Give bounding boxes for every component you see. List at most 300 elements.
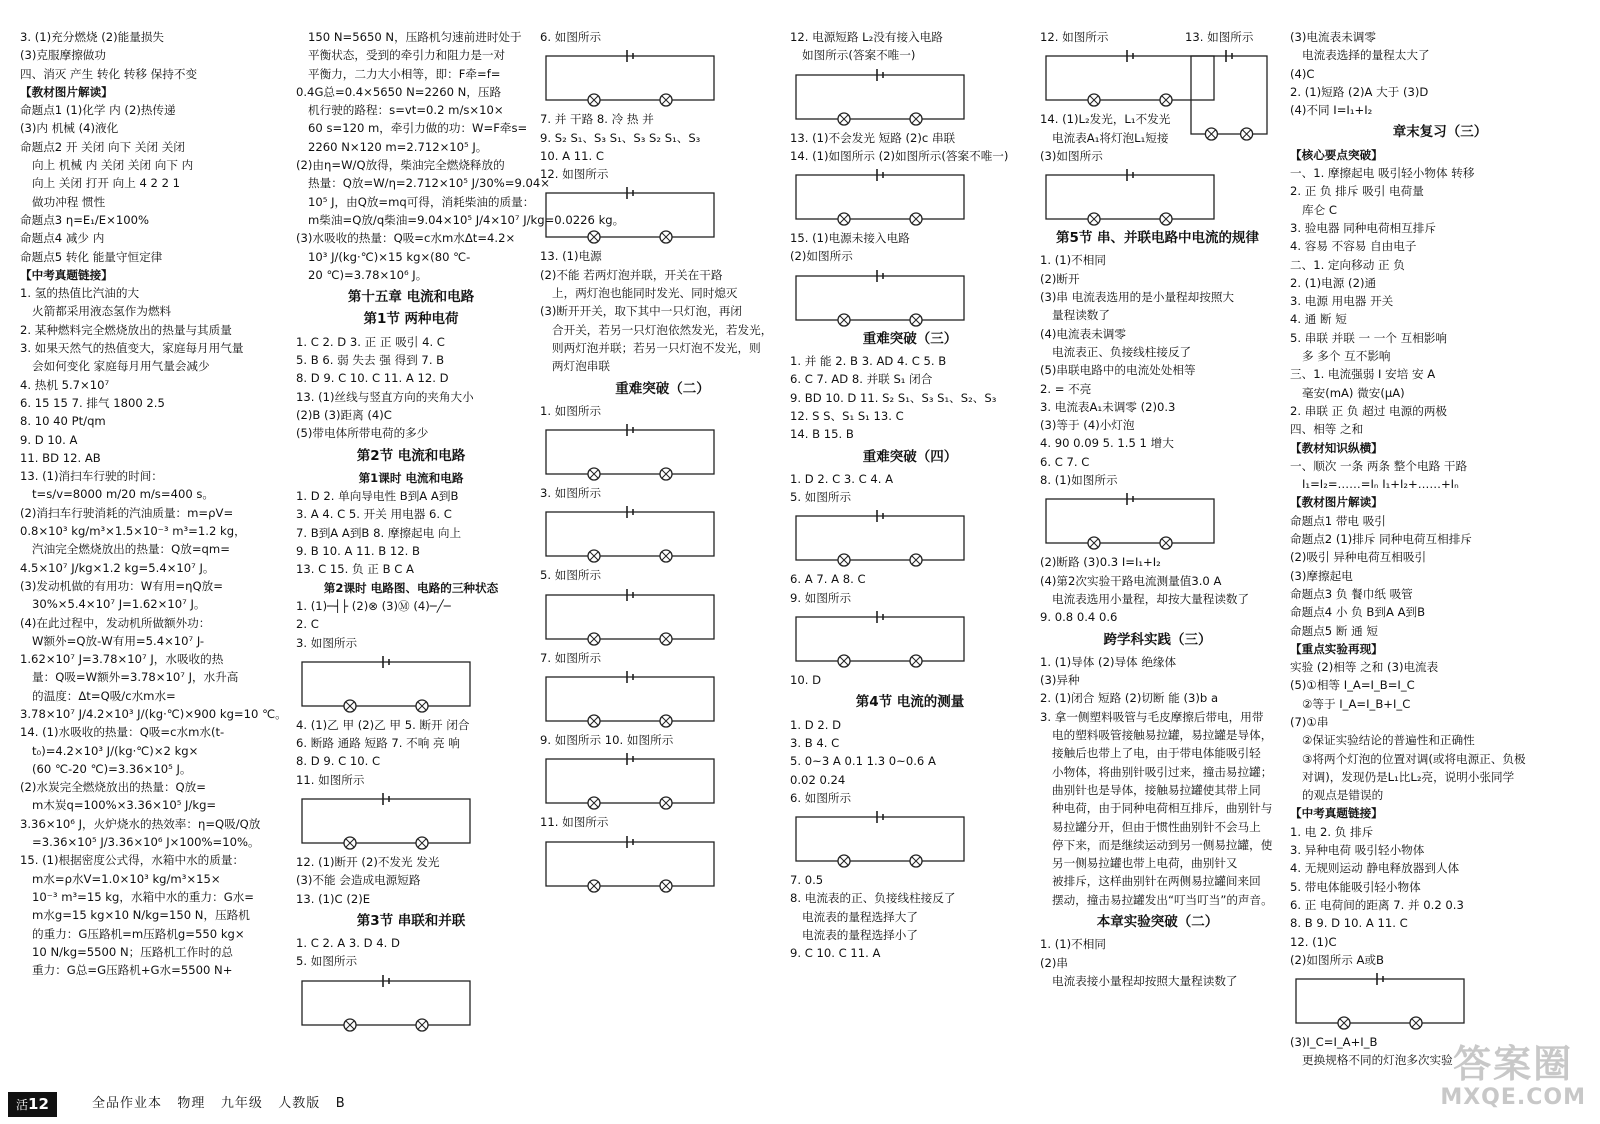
book-variant: B: [335, 1096, 346, 1111]
answer-line: (4)第2次实验干路电流测量值3.0 A: [1040, 573, 1222, 588]
answer-line: 6. 如图所示: [790, 790, 852, 805]
circuit-diagram: [296, 656, 476, 712]
circuit-diagram: [790, 811, 970, 867]
answer-line: 14. (1)水吸收的热量：Q吸=c水m水(t-: [20, 725, 225, 740]
answer-line: 电流表的量程选择小了: [802, 928, 918, 943]
circuit-wire: [302, 662, 470, 706]
answer-line: 20 ℃)=3.78×10⁶ J。: [308, 267, 428, 282]
answer-line: 做功冲程 惯性: [32, 194, 106, 209]
figure: [540, 50, 785, 106]
book-info: [92, 1092, 346, 1116]
answer-line: (5)①相等 I_A=I_B=I_C: [1290, 678, 1415, 693]
answer-line: 8. 10 40 Pt/qm: [20, 414, 106, 429]
answer-line: 电流表A₁将灯泡L₁短接: [1052, 130, 1169, 145]
answer-line: 3. 电源 用电器 开关: [1290, 294, 1394, 309]
answer-line: (3)摩擦起电: [1290, 568, 1353, 583]
answer-line: 1.62×10⁷ J=3.78×10⁷ J，水吸收的热: [20, 652, 224, 667]
answer-line: 2. (1)电源 (2)通: [1290, 275, 1377, 290]
answer-line: 8. 电流表的正、负接线柱接反了: [790, 891, 956, 906]
circuit-wire: [546, 430, 714, 474]
answer-line: 11. BD 12. AB: [20, 450, 101, 465]
answer-line: 库仑 C: [1302, 202, 1337, 217]
answer-line: 重力：G总=G压路机+G水=5500 N+: [32, 963, 233, 978]
answer-line: 1. D 2. C 3. C 4. A: [790, 471, 894, 486]
answer-line: 易拉罐分开，但由于惯性曲别针不会马上: [1052, 819, 1261, 834]
answer-line: (2)串: [1040, 955, 1069, 970]
answer-line: 向上 关闭 打开 向上 4 2 2 1: [32, 176, 181, 191]
answer-line: 3. B 4. C: [790, 735, 840, 750]
page-number-prefix: 活: [16, 1098, 29, 1112]
answer-line: 4. 容易 不容易 自由电子: [1290, 239, 1417, 254]
answer-line: 2. (1)短路 (2)A 大于 (3)D: [1290, 84, 1429, 99]
answer-line: (3)克服摩擦做功: [20, 48, 106, 63]
circuit-diagram: [1040, 493, 1220, 549]
answer-line: 12. 电源短路 L₂没有接入电路: [790, 30, 943, 44]
circuit-wire: [546, 677, 714, 721]
answer-line: 的温度：Δt=Q吸/c水m水=: [32, 688, 176, 703]
figure: [540, 671, 785, 727]
circuit-diagram: [540, 424, 720, 480]
answer-line: 命题点3 η=E₁/E×100%: [20, 212, 149, 227]
answer-line: 停下来，而是继续运动到另一侧易拉罐，使: [1052, 837, 1273, 852]
answer-line: 电的塑料吸管接触易拉罐，易拉罐是导体，: [1052, 728, 1273, 743]
circuit-wire: [546, 193, 714, 237]
answer-line: (2)由η=W/Q放得，柴油完全燃烧释放的: [296, 158, 505, 173]
answer-line: 合开关，若另一只灯泡依然发光，若发光，: [552, 322, 773, 337]
answer-line: 13. (1)电源: [540, 249, 602, 264]
answer-line: 3. 如图所示: [296, 635, 358, 650]
answer-line: 7. 0.5: [790, 873, 824, 888]
answer-line: 一、1. 摩擦起电 吸引轻小物体 转移: [1290, 166, 1475, 181]
answer-line: 机行驶的路程：s=vt=0.2 m/s×10×: [308, 103, 504, 118]
circuit-wire: [796, 617, 964, 661]
answer-line: (4)C: [1290, 66, 1315, 81]
answer-line: 第3节 串联和并联: [356, 912, 466, 929]
answer-line: (5)带电体所带电荷的多少: [296, 426, 429, 441]
answer-line: 一、顺次 一条 两条 整个电路 干路: [1290, 458, 1468, 473]
circuit-diagram: [296, 793, 476, 849]
answer-line: 30%×5.4×10⁷ J=1.62×10⁷ J。: [32, 597, 206, 612]
answer-line: 【教材图片解读】: [20, 84, 113, 99]
figure: [790, 169, 1030, 225]
answer-line: 量程读数了: [1052, 308, 1110, 323]
answer-line: (3)发动机做的有用功：W有用=ηQ放=: [20, 578, 223, 593]
answer-line: 第1课时 电流和电路: [358, 470, 464, 485]
figure: [790, 270, 1030, 326]
answer-line: 5. 如图所示: [296, 954, 358, 969]
answer-line: (4)电流表未调零: [1040, 326, 1126, 341]
answer-line: 1. D 2. D: [790, 717, 842, 732]
answer-line: 二、1. 定向移动 正 负: [1290, 257, 1405, 272]
figure: [540, 187, 785, 243]
watermark: [1440, 1042, 1586, 1110]
answer-line: 命题点3 负 餐巾纸 吸管: [1290, 586, 1413, 601]
answer-line: 的重力：G压路机=m压路机g=550 kg×: [32, 926, 245, 941]
answer-line: 10⁵ J，由Q放=mq可得，消耗柴油的质量：: [308, 194, 535, 209]
answer-line: 2. = 不亮: [1040, 381, 1092, 396]
answer-line: 四、消灭 产生 转化 转移 保持不变: [20, 66, 198, 81]
circuit-diagram: [790, 270, 970, 326]
answer-line: 9. 如图所示: [790, 590, 852, 605]
circuit-diagram: [540, 753, 720, 809]
circuit-diagram: [1185, 50, 1273, 140]
answer-line: 6. C 7. C: [1040, 454, 1090, 469]
figure: [790, 611, 1030, 667]
answer-line: 2. (1)闭合 短路 (2)切断 能 (3)b a: [1040, 691, 1219, 706]
answer-line: 5. B 6. 弱 失去 强 得到 7. B: [296, 353, 445, 368]
answer-line: 1. (1)导体 (2)导体 绝缘体: [1040, 654, 1177, 669]
answer-line: 第2课时 电路图、电路的三种状态: [323, 580, 499, 595]
answer-line: 11. 如图所示: [296, 772, 365, 787]
answer-line: 4. 无规则运动 静电释放器到人体: [1290, 861, 1460, 876]
answer-line: 4. (1)乙 甲 (2)乙 甲 5. 断开 闭合: [296, 717, 470, 732]
answer-line: 【中考真题链接】: [20, 267, 113, 282]
circuit-wire: [1296, 979, 1464, 1023]
answer-line: 热量：Q放=W/η=2.712×10⁵ J/30%=9.04×: [308, 176, 550, 191]
figure: [1040, 493, 1275, 549]
circuit-wire: [796, 75, 964, 119]
answer-line: (2)吸引 异种电荷互相吸引: [1290, 550, 1427, 565]
answer-line: 12. 如图所示: [540, 167, 609, 182]
answer-line: 3. (1)充分燃烧 (2)能量损失: [20, 30, 165, 44]
answer-line: (3)内 机械 (4)液化: [20, 121, 119, 136]
circuit-diagram: [540, 836, 720, 892]
answer-line: 1. C 2. D 3. 正 正 吸引 4. C: [296, 334, 445, 349]
answer-line: m木炭q=100%×3.36×10⁵ J/kg=: [32, 798, 217, 813]
answer-line: 重难突破（二）: [615, 380, 710, 397]
circuit-wire: [1191, 56, 1267, 134]
answer-line: 4. 通 断 短: [1290, 312, 1347, 327]
circuit-diagram: [540, 187, 720, 243]
answer-line: 12. 如图所示: [1040, 30, 1109, 44]
answer-line: 9. B 10. A 11. B 12. B: [296, 544, 420, 559]
answer-line: 9. D 10. A: [20, 432, 78, 447]
circuit-wire: [546, 595, 714, 639]
answer-line: 3. 验电器 同种电荷相互排斥: [1290, 220, 1436, 235]
answer-line: 7. 如图所示: [540, 650, 602, 665]
answer-line: 1. (1)─┤├ (2)⊗ (3)Ⓜ (4)─╱─: [296, 598, 451, 613]
answer-column-6: [1290, 28, 1590, 1088]
answer-line: (2)B (3)距离 (4)C: [296, 407, 392, 422]
answer-line: 实验 (2)相等 之和 (3)电流表: [1290, 660, 1439, 675]
answer-line: 2. C: [296, 617, 319, 632]
answer-line: 重难突破（四）: [862, 448, 958, 465]
answer-line: 【重点实验再现】: [1290, 641, 1383, 656]
answer-line: 12. (1)C: [1290, 934, 1337, 949]
answer-line: ③将两个灯泡的位置对调(或将电源正、负极: [1302, 751, 1526, 766]
answer-line: 电流表选择的量程太大了: [1302, 48, 1430, 63]
answer-line: 向上 机械 内 关闭 关闭 向下 内: [32, 158, 194, 173]
answer-line: (2)断路 (3)0.3 I=I₁+I₂: [1040, 555, 1161, 570]
answer-line: 0.4G总=0.4×5650 N=2260 N，压路: [296, 84, 502, 99]
figure: [1185, 50, 1285, 140]
figure: [296, 656, 526, 712]
answer-line: 【中考真题链接】: [1290, 806, 1383, 821]
circuit-diagram: [790, 510, 970, 566]
answer-line: (7)①串: [1290, 714, 1329, 729]
answer-line: 1. 并 能 2. B 3. AD 4. C 5. B: [790, 354, 947, 369]
answer-line: (3)等于 (4)小灯泡: [1040, 418, 1135, 433]
answer-line: 3. 异种电荷 吸引轻小物体: [1290, 843, 1425, 858]
answer-line: t=s/v=8000 m/20 m/s=400 s。: [32, 487, 215, 502]
answer-line: (2)如图所示 A或B: [1290, 952, 1384, 967]
answer-line: t₀)=4.2×10³ J/(kg·℃)×2 kg×: [32, 743, 199, 758]
page-footer: [0, 1092, 520, 1116]
answer-line: W额外=Q放-W有用=5.4×10⁷ J-: [32, 633, 205, 648]
answer-line: 11. 如图所示: [540, 815, 609, 830]
answer-line: (2)如图所示: [790, 249, 853, 264]
answer-line: 4. 热机 5.7×10⁷: [20, 377, 110, 392]
answer-line: 6. 15 15 7. 排气 1800 2.5: [20, 395, 165, 410]
figure: [790, 69, 1030, 125]
answer-line: 第1节 两种电荷: [363, 311, 459, 328]
answer-line: 1. 氢的热值比汽油的大: [20, 286, 140, 301]
answer-line: (2)水炭完全燃烧放出的热量：Q放=: [20, 780, 206, 795]
answer-line: 第4节 电流的测量: [855, 694, 965, 711]
answer-line: 四、相等 之和: [1290, 422, 1364, 437]
answer-line: 种电荷，由于同种电荷相互排斥，曲别针与: [1052, 801, 1273, 816]
answer-line: 4.5×10⁷ J/kg×1.2 kg=5.4×10⁷ J。: [20, 560, 215, 575]
answer-line: ②保证实验结论的普遍性和正确性: [1302, 733, 1475, 748]
answer-line: (5)串联电路中的电流处处相等: [1040, 363, 1196, 378]
answer-column-3: [540, 28, 785, 1088]
figure: [540, 836, 785, 892]
figure: [540, 589, 785, 645]
answer-line: 10. D: [790, 673, 822, 688]
answer-line: 8. D 9. C 10. C: [296, 754, 381, 769]
answer-line: 14. B 15. B: [790, 427, 854, 442]
answer-line: (3)断开开关，取下其中一只灯泡，再闭: [540, 304, 742, 319]
answer-line: 量：Q吸=W额外=3.78×10⁷ J，水升高: [32, 670, 239, 685]
answer-line: 13. 如图所示: [1185, 30, 1254, 44]
answer-line: 摆动，撞击易拉罐发出“叮当叮当”的声音。: [1052, 892, 1273, 907]
answer-line: 13. (1)消扫车行驶的时间：: [20, 469, 163, 484]
circuit-diagram: [540, 589, 720, 645]
circuit-diagram: [296, 975, 476, 1031]
answer-line: 5. 带电体能吸引轻小物体: [1290, 879, 1421, 894]
answer-line: m水g=15 kg×10 N/kg=150 N，压路机: [32, 908, 250, 923]
answer-line: 【核心要点突破】: [1290, 147, 1383, 162]
answer-line: 9. C 10. C 11. A: [790, 946, 881, 961]
answer-line: 命题点2 开 关闭 向下 关闭 关闭: [20, 139, 185, 154]
answer-line: 13. (1)不会发光 短路 (2)c 串联: [790, 130, 956, 145]
answer-line: 小物体，将曲别针吸引过来，撞击易拉罐；: [1052, 764, 1273, 779]
answer-line: (3)水吸收的热量：Q吸=c水m水Δt=4.2×: [296, 231, 516, 246]
answer-line: 【教材知识纵横】: [1290, 440, 1383, 455]
answer-line: 3. 如果天然气的热值变大，家庭每月用气量: [20, 341, 244, 356]
answer-line: 10³ J/(kg·℃)×15 kg×(80 ℃-: [308, 249, 471, 264]
answer-line: (3)异种: [1040, 673, 1080, 688]
circuit-diagram: [540, 671, 720, 727]
answer-line: 8. (1)如图所示: [1040, 473, 1118, 488]
answer-line: 6. 断路 通路 短路 7. 不响 亮 响: [296, 736, 460, 751]
answer-line: 另一侧易拉罐也带上电荷，曲别针又: [1052, 856, 1238, 871]
figure: [540, 424, 785, 480]
answer-line: (2)断开: [1040, 271, 1080, 286]
answer-line: 2. 某种燃料完全燃烧放出的热量与其质量: [20, 322, 232, 337]
circuit-diagram: [540, 506, 720, 562]
answer-line: (2)消扫车行驶消耗的汽油质量：m=ρV=: [20, 505, 234, 520]
answer-line: 9. 0.8 0.4 0.6: [1040, 610, 1118, 625]
circuit-diagram: [790, 69, 970, 125]
answer-line: 上，两灯泡也能同时发光、同时熄灭: [552, 286, 738, 301]
answer-line: 9. S₂ S₁、S₃ S₁、S₃ S₂ S₁、S₃: [540, 130, 701, 145]
answer-line: 电流表接小量程却按照大量程读数了: [1052, 973, 1238, 988]
answer-line: 平衡力，二力大小相等，即：F牵=f=: [308, 66, 501, 81]
answer-line: 2260 N×120 m=2.712×10⁵ J。: [308, 139, 488, 154]
answer-line: 12. (1)断开 (2)不发光 发光: [296, 854, 440, 869]
answer-line: m柴油=Q放/q柴油=9.04×10⁵ J/4×10⁷ J/kg=0.0226 kg。: [308, 212, 625, 227]
answer-line: 10 N/kg=5500 N；压路机工作时的总: [32, 944, 234, 959]
answer-line: 7. B到A A到B 8. 摩擦起电 向上: [296, 525, 462, 540]
answer-line: 150 N=5650 N，压路机匀速前进时处于: [308, 30, 522, 44]
circuit-wire: [796, 516, 964, 560]
book-subject: 物理: [177, 1096, 206, 1111]
answer-line: I₁=I₂=……=Iₙ I₁+I₂+……+Iₙ: [1302, 477, 1459, 492]
answer-line: 9. BD 10. D 11. S₂ S₁、S₃ S₁、S₂、S₃: [790, 390, 997, 405]
answer-line: 9. 如图所示 10. 如图所示: [540, 733, 674, 748]
answer-column-4: [790, 28, 1030, 1088]
page-number: 12: [28, 1095, 49, 1113]
circuit-wire: [796, 276, 964, 320]
answer-line: 6. C 7. AD 8. 并联 S₁ 闭合: [790, 372, 933, 387]
answer-line: (2)不能 若两灯泡并联，开关在干路: [540, 267, 723, 282]
answer-line: 13. C 15. 负 正 B C A: [296, 562, 414, 577]
answer-line: 15. (1)根据密度公式得，水箱中水的质量：: [20, 853, 245, 868]
answer-line: ②等于 I_A=I_B+I_C: [1302, 696, 1411, 711]
answer-line: 第5节 串、并联电路中电流的规律: [1055, 230, 1260, 247]
answer-line: 3. 拿一侧塑料吸管与毛皮摩擦后带电，用带: [1040, 709, 1264, 724]
circuit-diagram: [790, 611, 970, 667]
answer-line: 6. A 7. A 8. C: [790, 572, 866, 587]
answer-column-1: [20, 28, 288, 1088]
answer-line: 10⁻³ m³=15 kg，水箱中水的重力：G水=: [32, 889, 255, 904]
answer-line: 3.78×10⁷ J/4.2×10³ J/(kg·℃)×900 kg=10 ℃。: [20, 706, 287, 721]
answer-line: 毫安(mA) 微安(μA): [1302, 385, 1405, 400]
figure: [296, 793, 526, 849]
figure: [296, 975, 526, 1031]
answer-line: 5. 如图所示: [540, 568, 602, 583]
answer-line: 本章实验突破（二）: [1096, 913, 1219, 930]
answer-line: 命题点4 小 负 B到A A到B: [1290, 605, 1426, 620]
circuit-wire: [302, 981, 470, 1025]
answer-line: 【教材图片解读】: [1290, 495, 1383, 510]
answer-line: 12. S S、S₁ S₁ 13. C: [790, 408, 904, 423]
answer-line: 8. D 9. C 10. C 11. A 12. D: [296, 371, 449, 386]
answer-line: 1. D 2. 单向导电性 B到A A到B: [296, 489, 459, 504]
answer-line: 的观点是错误的: [1302, 788, 1384, 803]
answer-line: 接触后也带上了电，由于带电体能吸引轻: [1052, 746, 1261, 761]
answer-line: =3.36×10⁵ J/3.36×10⁶ J×100%=10%。: [32, 835, 260, 850]
answer-line: 1. (1)不相同: [1040, 253, 1106, 268]
answer-line: 60 s=120 m，牵引力做的功：W=F牵s=: [308, 121, 528, 136]
answer-line: 平衡状态，受到的牵引力和阻力是一对: [308, 48, 506, 63]
answer-line: 第2节 电流和电路: [356, 447, 466, 464]
watermark-logo: 答案圈: [1453, 1042, 1574, 1086]
answer-line: 2. 串联 正 负 超过 电源的两极: [1290, 403, 1448, 418]
answer-line: 火箭都采用液态氢作为燃料: [32, 304, 172, 319]
watermark-url: MXQE.COM: [1440, 1085, 1586, 1110]
answer-line: 跨学科实践（三）: [1103, 631, 1212, 648]
book-edition: 人教版: [278, 1096, 321, 1111]
answer-line: 命题点5 转化 能量守恒定律: [20, 249, 163, 264]
answer-line: 4. 90 0.09 5. 1.5 1 增大: [1040, 436, 1174, 451]
page-number-tab: [8, 1092, 57, 1117]
figure: [540, 753, 785, 809]
answer-line: 会如何变化 家庭每月用气量会减少: [32, 359, 210, 374]
circuit-wire: [546, 759, 714, 803]
circuit-wire: [796, 175, 964, 219]
answer-line: 6. 如图所示: [540, 30, 602, 44]
answer-line: 8. B 9. D 10. A 11. C: [1290, 916, 1408, 931]
answer-line: 15. (1)电源未接入电路: [790, 231, 910, 246]
answer-line: (3)如图所示: [1040, 148, 1103, 163]
answer-column-5b: [1185, 28, 1285, 188]
answer-line: 13. (1)丝线与竖直方向的夹角大小: [296, 389, 474, 404]
answer-line: 2. 正 负 排斥 吸引 电荷量: [1290, 184, 1424, 199]
answer-line: (60 ℃-20 ℃)=3.36×10⁵ J。: [32, 761, 192, 776]
figure: [1290, 973, 1590, 1029]
answer-line: 电流表的量程选择大了: [802, 909, 918, 924]
answer-line: 命题点5 断 通 短: [1290, 623, 1378, 638]
answer-line: 第十五章 电流和电路: [347, 289, 475, 306]
answer-line: 命题点1 (1)化学 内 (2)热传递: [20, 103, 176, 118]
answer-line: 更换规格不同的灯泡多次实验: [1302, 1053, 1453, 1068]
answer-line: 6. 正 电荷间的距离 7. 并 0.2 0.3: [1290, 897, 1464, 912]
answer-line: 命题点1 带电 吸引: [1290, 513, 1386, 528]
answer-line: 3. A 4. C 5. 开关 用电器 6. C: [296, 507, 452, 522]
answer-line: (4)不同 I=I₁+I₂: [1290, 103, 1373, 118]
answer-line: 命题点4 减少 内: [20, 231, 105, 246]
answer-line: 电流表正、负接线柱接反了: [1052, 344, 1192, 359]
answer-line: 3. 电流表A₁未调零 (2)0.3: [1040, 399, 1176, 414]
circuit-diagram: [790, 169, 970, 225]
answer-line: (4)在此过程中，发动机所做额外功：: [20, 615, 211, 630]
answer-line: 1. 电 2. 负 排斥: [1290, 824, 1374, 839]
circuit-wire: [546, 842, 714, 886]
answer-line: 5. 串联 并联 一 一个 互相影响: [1290, 330, 1448, 345]
answer-line: 三、1. 电流强弱 I 安培 安 A: [1290, 367, 1436, 382]
circuit-diagram: [1290, 973, 1470, 1029]
answer-line: 0.8×10³ kg/m³×1.5×10⁻³ m³=1.2 kg，: [20, 524, 246, 539]
figure: [790, 811, 1030, 867]
answer-line: 曲别针也是导体，接触易拉罐使其带上同: [1052, 782, 1261, 797]
answer-line: (3)电流表未调零: [1290, 30, 1376, 44]
answer-line: (3)不能 会造成电源短路: [296, 873, 421, 888]
answer-line: m水=ρ水V=1.0×10³ kg/m³×15×: [32, 871, 221, 886]
book-grade: 九年级: [220, 1096, 263, 1111]
answer-line: 1. (1)不相同: [1040, 937, 1106, 952]
answer-line: 命题点2 (1)排斥 同种电荷互相排斥: [1290, 532, 1472, 547]
answer-line: 章末复习（三）: [1392, 124, 1488, 141]
answer-line: 被排斥，这样曲别针在两侧易拉罐间来回: [1052, 874, 1261, 889]
answer-line: 如图所示(答案不唯一): [802, 48, 916, 63]
circuit-wire: [546, 56, 714, 100]
answer-line: 0.02 0.24: [790, 772, 846, 787]
figure: [540, 506, 785, 562]
answer-line: 多 多个 互不影响: [1302, 349, 1391, 364]
answer-line: 对调)，发现仍是L₁比L₂亮，说明小张同学: [1302, 769, 1515, 784]
circuit-wire: [796, 817, 964, 861]
answer-line: 10. A 11. C: [540, 148, 604, 163]
answer-line: 汽油完全燃烧放出的热量：Q放=qm=: [32, 542, 230, 557]
answer-line: 3.36×10⁶ J，火炉烧水的热效率：η=Q吸/Q放: [20, 816, 261, 831]
answer-line: (3)串 电流表选用的是小量程却按照大: [1040, 290, 1235, 305]
answer-line: 两灯泡串联: [552, 359, 610, 374]
answer-line: 13. (1)C (2)E: [296, 891, 371, 906]
answer-line: 3. 如图所示: [540, 486, 602, 501]
answer-line: 则两灯泡并联；若另一只灯泡不发光，则: [552, 340, 761, 355]
